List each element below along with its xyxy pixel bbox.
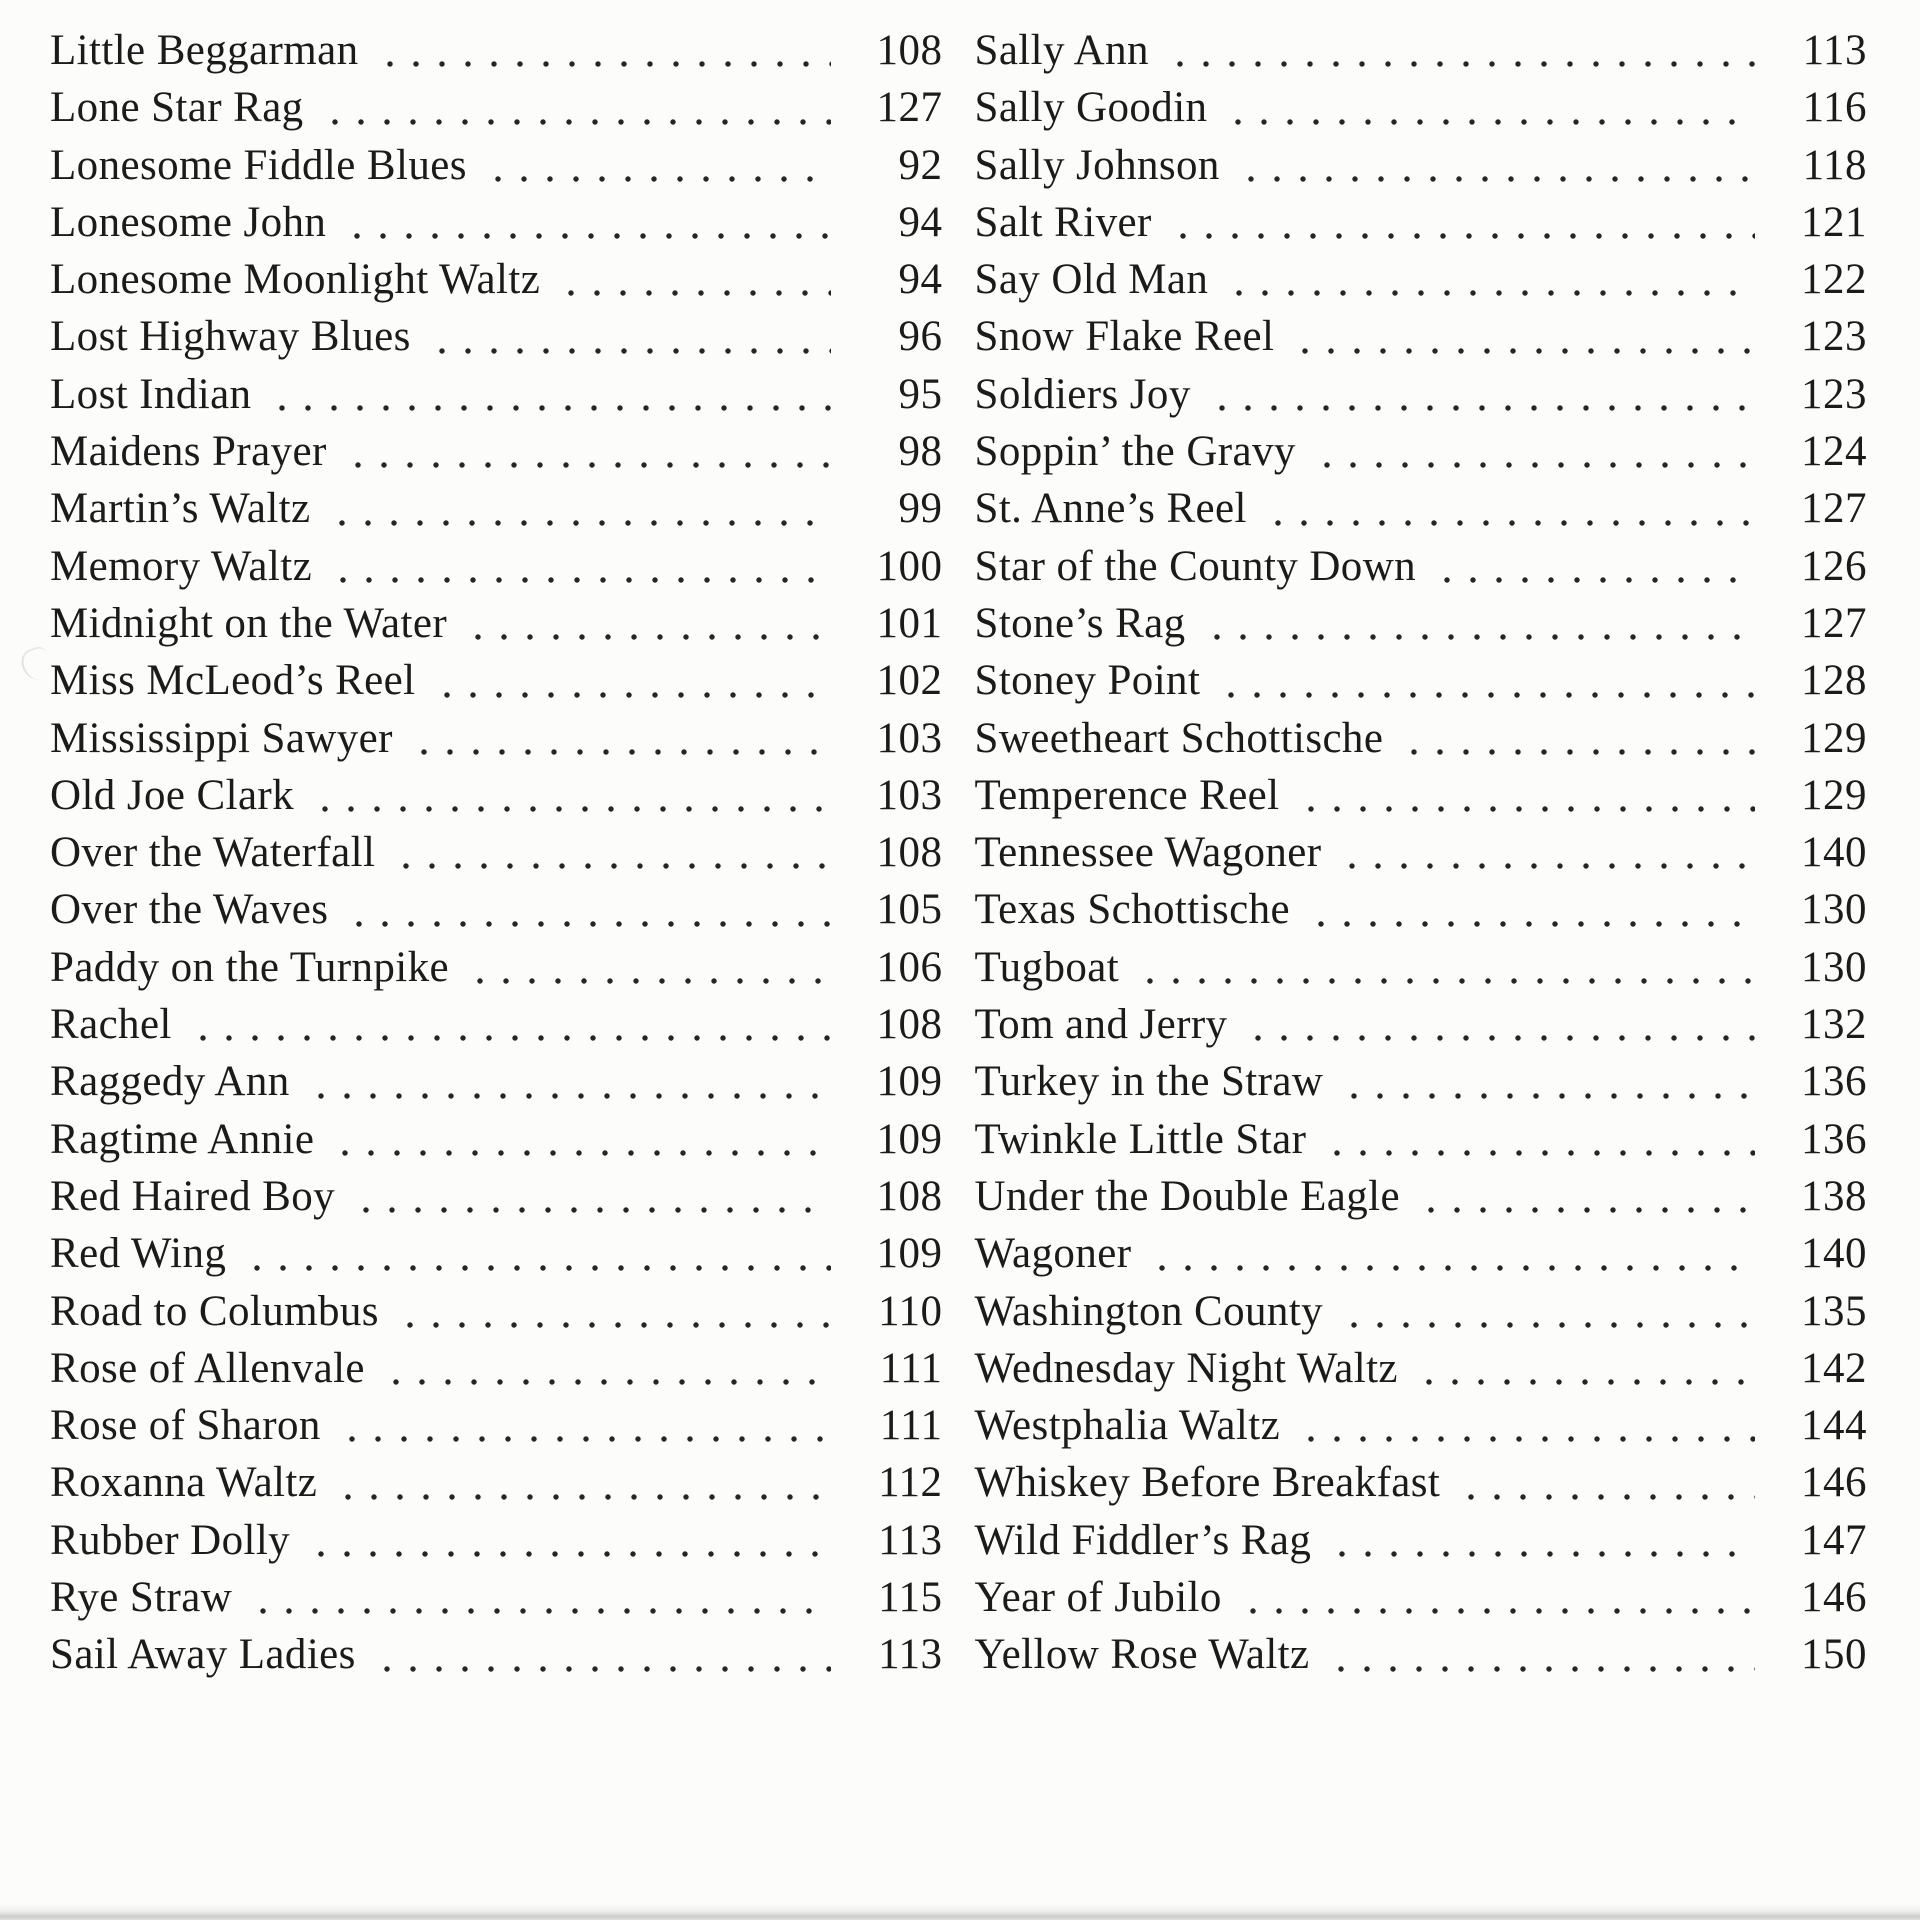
- toc-entry-title: Texas Schottische: [974, 886, 1290, 934]
- dot-leader: [349, 1168, 830, 1225]
- dot-leader: [331, 1454, 830, 1511]
- dot-leader: [1430, 538, 1755, 595]
- dot-leader: [304, 1512, 830, 1569]
- toc-entry-title: Memory Waltz: [50, 542, 313, 590]
- toc-entry: [50, 1397, 943, 1454]
- page-number: 111: [879, 1402, 943, 1450]
- toc-entry: [50, 1283, 943, 1340]
- page-number: 135: [1801, 1287, 1867, 1335]
- toc-entry: [975, 1569, 1868, 1626]
- toc-entry: [50, 79, 943, 136]
- toc-entry-title: Year of Jubilo: [974, 1574, 1222, 1622]
- toc-entry-title: Red Haired Boy: [50, 1172, 336, 1220]
- page-number: 95: [898, 370, 943, 418]
- toc-entry: [975, 137, 1868, 194]
- toc-entry-title: Red Wing: [50, 1230, 227, 1278]
- toc-entry: [975, 1053, 1868, 1110]
- page-number: 140: [1801, 1230, 1867, 1278]
- page-number: 144: [1801, 1402, 1867, 1450]
- page-number: 111: [879, 1344, 943, 1392]
- page-number: 127: [1801, 599, 1867, 647]
- toc-entry: [50, 1053, 943, 1110]
- dot-leader: [389, 824, 830, 881]
- dot-leader: [1145, 1225, 1755, 1282]
- toc-entry: [50, 652, 943, 709]
- toc-columns: [0, 22, 1920, 1684]
- toc-entry: [975, 79, 1868, 136]
- toc-entry: [50, 1569, 943, 1626]
- page-number: 116: [1802, 84, 1867, 132]
- dot-leader: [1337, 1283, 1755, 1340]
- dot-leader: [1325, 1512, 1755, 1569]
- toc-entry: [975, 881, 1868, 938]
- page-number: 106: [876, 943, 943, 991]
- toc-entry: [975, 1168, 1868, 1225]
- dot-leader: [1294, 1397, 1755, 1454]
- page-number: 103: [876, 714, 943, 762]
- dot-leader: [481, 137, 831, 194]
- toc-entry: [975, 1512, 1868, 1569]
- dot-leader: [335, 1397, 831, 1454]
- toc-entry-title: Martin’s Waltz: [50, 485, 311, 533]
- toc-entry-title: Whiskey Before Breakfast: [974, 1459, 1441, 1507]
- toc-entry-title: Turkey in the Straw: [974, 1058, 1324, 1106]
- toc-entry-title: Washington County: [974, 1287, 1324, 1335]
- dot-leader: [379, 1340, 831, 1397]
- dot-leader: [325, 480, 831, 537]
- dot-leader: [326, 538, 830, 595]
- toc-entry: [975, 767, 1868, 824]
- toc-entry: [50, 1340, 943, 1397]
- toc-entry: [50, 1512, 943, 1569]
- toc-entry-title: Rubber Dolly: [50, 1516, 291, 1564]
- page-number: 101: [876, 599, 943, 647]
- toc-entry: [50, 22, 943, 79]
- dot-leader: [1236, 1569, 1755, 1626]
- toc-entry-title: Paddy on the Turnpike: [50, 943, 450, 991]
- dot-leader: [1241, 996, 1755, 1053]
- toc-entry-title: Rachel: [50, 1001, 172, 1049]
- page-number: 127: [876, 84, 943, 132]
- toc-entry-title: Soppin’ the Gravy: [974, 428, 1296, 476]
- toc-entry: [50, 1168, 943, 1225]
- toc-entry: [50, 480, 943, 537]
- page-number: 115: [878, 1574, 943, 1622]
- dot-leader: [1288, 308, 1755, 365]
- toc-entry: [975, 194, 1868, 251]
- page-number: 94: [898, 198, 943, 246]
- dot-leader: [1221, 79, 1755, 136]
- page-number: 121: [1801, 198, 1867, 246]
- toc-entry: [50, 710, 943, 767]
- page-number: 140: [1801, 829, 1867, 877]
- toc-entry-title: Lost Indian: [50, 370, 252, 418]
- toc-entry: [975, 1626, 1868, 1683]
- toc-entry-title: Temperence Reel: [974, 771, 1280, 819]
- toc-entry: [50, 366, 943, 423]
- toc-entry-title: Twinkle Little Star: [974, 1115, 1307, 1163]
- page-number: 118: [1802, 141, 1867, 189]
- toc-entry: [50, 1111, 943, 1168]
- page-number: 113: [878, 1516, 943, 1564]
- toc-entry-title: Sally Johnson: [974, 141, 1220, 189]
- toc-entry: [975, 538, 1868, 595]
- toc-entry: [50, 996, 943, 1053]
- toc-entry-title: Midnight on the Water: [50, 599, 448, 647]
- page-number: 147: [1801, 1516, 1867, 1564]
- toc-entry: [975, 710, 1868, 767]
- toc-entry-title: Roxanna Waltz: [50, 1459, 318, 1507]
- toc-entry-title: Soldiers Joy: [974, 370, 1191, 418]
- toc-entry: [975, 1340, 1868, 1397]
- dot-leader: [393, 1283, 831, 1340]
- page-number: 126: [1801, 542, 1867, 590]
- dot-leader: [1214, 652, 1755, 709]
- toc-entry: [50, 423, 943, 480]
- dot-leader: [1294, 767, 1755, 824]
- toc-entry-title: Sally Ann: [974, 27, 1149, 74]
- toc-entry-title: Under the Double Eagle: [974, 1172, 1401, 1220]
- page-number: 113: [878, 1631, 943, 1679]
- toc-entry-title: Over the Waterfall: [50, 829, 376, 877]
- toc-entry-title: Star of the County Down: [974, 542, 1417, 590]
- toc-entry: [50, 308, 943, 365]
- toc-entry-title: Miss McLeod’s Reel: [50, 657, 416, 705]
- toc-entry-title: Say Old Man: [974, 256, 1209, 304]
- dot-leader: [1205, 366, 1755, 423]
- toc-entry-title: Tennessee Wagoner: [974, 829, 1322, 877]
- page-number: 130: [1801, 886, 1867, 934]
- toc-entry: [50, 767, 943, 824]
- page-number: 108: [876, 1001, 943, 1049]
- dot-leader: [1222, 251, 1755, 308]
- dot-leader: [461, 595, 830, 652]
- toc-entry: [50, 939, 943, 996]
- dot-leader: [186, 996, 831, 1053]
- dot-leader: [240, 1225, 830, 1282]
- dot-leader: [407, 710, 831, 767]
- toc-entry-title: Old Joe Clark: [50, 771, 295, 819]
- toc-column-left: [50, 22, 943, 1684]
- dot-leader: [1133, 939, 1755, 996]
- dot-leader: [1324, 1626, 1755, 1683]
- dot-leader: [1337, 1053, 1755, 1110]
- dot-leader: [1320, 1111, 1755, 1168]
- toc-entry-title: Tom and Jerry: [974, 1001, 1228, 1049]
- page-number: 130: [1801, 943, 1867, 991]
- toc-entry-title: Maidens Prayer: [50, 428, 327, 476]
- page-number: 122: [1801, 256, 1867, 304]
- page-number: 98: [898, 428, 943, 476]
- page-number: 112: [878, 1459, 943, 1507]
- toc-entry-title: Stoney Point: [974, 657, 1201, 705]
- dot-leader: [342, 881, 830, 938]
- page-number: 150: [1801, 1631, 1867, 1679]
- dot-leader: [340, 194, 830, 251]
- toc-entry-title: Wagoner: [974, 1230, 1132, 1278]
- page-number: 146: [1801, 1574, 1867, 1622]
- toc-entry-title: Sally Goodin: [974, 84, 1208, 132]
- page-number: 142: [1801, 1344, 1867, 1392]
- dot-leader: [1454, 1454, 1755, 1511]
- page-number: 136: [1801, 1115, 1867, 1163]
- toc-entry: [50, 595, 943, 652]
- page-number: 99: [898, 485, 943, 533]
- dot-leader: [1261, 480, 1755, 537]
- toc-entry-title: Stone’s Rag: [974, 599, 1186, 647]
- toc-column-right: [975, 22, 1868, 1684]
- page-number: 127: [1801, 485, 1867, 533]
- toc-entry: [50, 1225, 943, 1282]
- dot-leader: [341, 423, 831, 480]
- page-number: 105: [876, 886, 943, 934]
- toc-entry-title: Lonesome Moonlight Waltz: [50, 256, 541, 304]
- toc-entry-title: Lonesome John: [50, 198, 327, 246]
- toc-entry-title: Wild Fiddler’s Rag: [974, 1516, 1312, 1564]
- dot-leader: [1234, 137, 1755, 194]
- page-number: 102: [876, 657, 943, 705]
- toc-entry-title: Mississippi Sawyer: [50, 714, 393, 762]
- toc-entry: [975, 480, 1868, 537]
- toc-entry: [50, 137, 943, 194]
- toc-entry: [975, 996, 1868, 1053]
- dot-leader: [1310, 423, 1755, 480]
- toc-entry: [975, 308, 1868, 365]
- dot-leader: [373, 22, 831, 79]
- page-number: 136: [1801, 1058, 1867, 1106]
- toc-entry-title: Lone Star Rag: [50, 84, 304, 132]
- toc-entry: [975, 1454, 1868, 1511]
- dot-leader: [425, 308, 831, 365]
- toc-entry: [50, 881, 943, 938]
- toc-entry-title: St. Anne’s Reel: [974, 485, 1247, 533]
- toc-entry-title: Sail Away Ladies: [50, 1631, 356, 1679]
- dot-leader: [554, 251, 830, 308]
- dot-leader: [463, 939, 830, 996]
- page-number: 132: [1801, 1001, 1867, 1049]
- page-number: 100: [876, 542, 943, 590]
- toc-entry-title: Tugboat: [974, 943, 1120, 991]
- toc-entry: [975, 22, 1868, 79]
- dot-leader: [246, 1569, 830, 1626]
- page-number: 110: [878, 1287, 943, 1335]
- toc-entry: [975, 423, 1868, 480]
- dot-leader: [318, 79, 831, 136]
- toc-entry-title: Rye Straw: [50, 1574, 233, 1622]
- toc-entry-title: Yellow Rose Waltz: [974, 1631, 1310, 1679]
- page-number: 128: [1801, 657, 1867, 705]
- toc-entry: [50, 1626, 943, 1683]
- page-number: 108: [876, 1172, 943, 1220]
- dot-leader: [1200, 595, 1755, 652]
- toc-entry: [975, 824, 1868, 881]
- dot-leader: [1166, 194, 1755, 251]
- toc-entry: [50, 1454, 943, 1511]
- toc-entry-title: Over the Waves: [50, 886, 329, 934]
- page-number: 113: [1802, 27, 1867, 74]
- toc-entry: [50, 251, 943, 308]
- page-number: 103: [876, 771, 943, 819]
- toc-entry: [975, 251, 1868, 308]
- toc-entry-title: Ragtime Annie: [50, 1115, 315, 1163]
- toc-entry-title: Road to Columbus: [50, 1287, 379, 1335]
- toc-entry: [975, 1397, 1868, 1454]
- dot-leader: [308, 767, 830, 824]
- page-number: 108: [876, 27, 943, 74]
- page-number: 109: [876, 1115, 943, 1163]
- toc-entry: [975, 595, 1868, 652]
- toc-entry: [50, 824, 943, 881]
- page-number: 109: [876, 1230, 943, 1278]
- dot-leader: [265, 366, 830, 423]
- dot-leader: [1397, 710, 1755, 767]
- page-number: 146: [1801, 1459, 1867, 1507]
- page-number: 109: [876, 1058, 943, 1106]
- page-number: 129: [1801, 714, 1867, 762]
- toc-entry: [50, 538, 943, 595]
- dot-leader: [1163, 22, 1755, 79]
- page-number: 96: [898, 313, 943, 361]
- page-number: 92: [898, 141, 943, 189]
- page-number: 138: [1801, 1172, 1867, 1220]
- toc-entry-title: Salt River: [974, 198, 1152, 246]
- toc-entry: [975, 366, 1868, 423]
- toc-entry-title: Rose of Allenvale: [50, 1344, 365, 1392]
- page-number: 108: [876, 829, 943, 877]
- page-number: 94: [898, 256, 943, 304]
- toc-entry: [975, 1283, 1868, 1340]
- dot-leader: [1304, 881, 1755, 938]
- toc-entry-title: Raggedy Ann: [50, 1058, 290, 1106]
- toc-entry-title: Sweetheart Schottische: [974, 714, 1384, 762]
- toc-entry: [975, 652, 1868, 709]
- dot-leader: [304, 1053, 831, 1110]
- dot-leader: [328, 1111, 830, 1168]
- toc-entry-title: Lonesome Fiddle Blues: [50, 141, 467, 189]
- dot-leader: [1412, 1340, 1755, 1397]
- toc-entry-title: Lost Highway Blues: [50, 313, 411, 361]
- page-number: 124: [1801, 428, 1867, 476]
- toc-entry-title: Wednesday Night Waltz: [974, 1344, 1398, 1392]
- dot-leader: [370, 1626, 831, 1683]
- toc-entry: [975, 1111, 1868, 1168]
- page-number: 123: [1801, 313, 1867, 361]
- toc-entry-title: Rose of Sharon: [50, 1402, 321, 1450]
- page-number: 129: [1801, 771, 1867, 819]
- toc-entry: [975, 939, 1868, 996]
- page-number: 123: [1801, 370, 1867, 418]
- scan-bottom-edge: [0, 1904, 1920, 1920]
- dot-leader: [1414, 1168, 1755, 1225]
- dot-leader: [430, 652, 831, 709]
- toc-entry-title: Little Beggarman: [50, 27, 359, 74]
- toc-entry-title: Snow Flake Reel: [974, 313, 1275, 361]
- dot-leader: [1335, 824, 1755, 881]
- toc-entry: [50, 194, 943, 251]
- toc-entry-title: Westphalia Waltz: [974, 1402, 1281, 1450]
- toc-entry: [975, 1225, 1868, 1282]
